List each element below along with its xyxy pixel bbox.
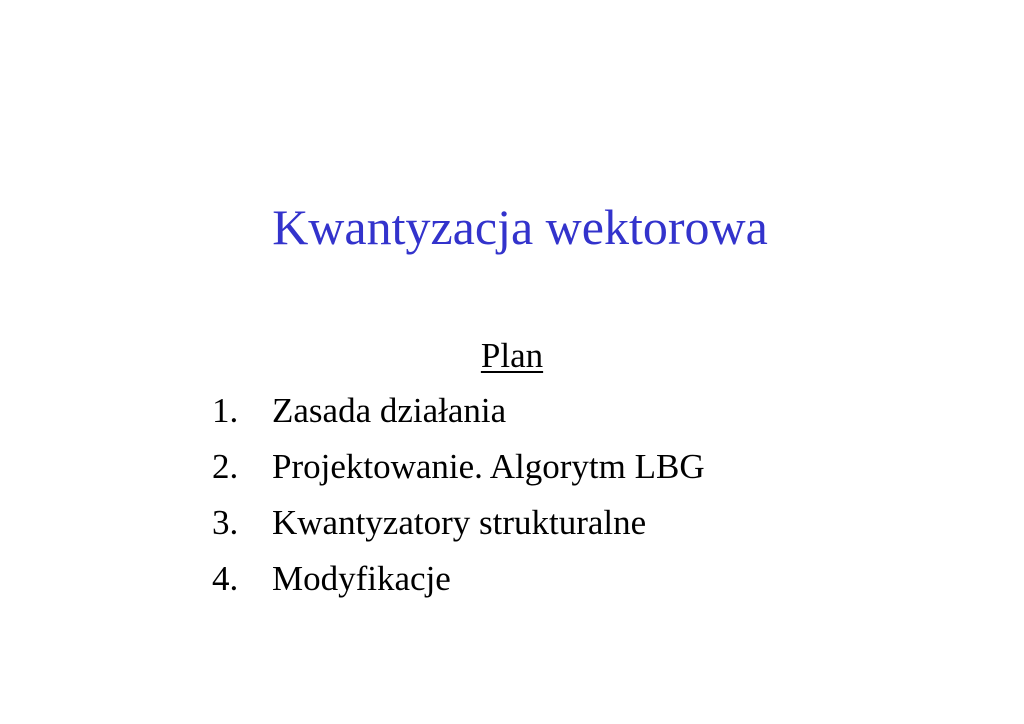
plan-item-text: Projektowanie. Algorytm LBG [272,447,705,486]
plan-item-number: 2. [212,447,239,486]
plan-item-number: 3. [212,503,239,542]
plan-item-text: Zasada działania [272,391,507,430]
plan-item-number: 1. [212,391,239,430]
plan-item-number: 4. [212,559,239,598]
slide-title: Kwantyzacja wektorowa [272,199,768,255]
plan-item-text: Kwantyzatory strukturalne [272,503,647,542]
plan-heading: Plan [480,336,544,375]
plan-item-text: Modyfikacje [272,559,451,598]
